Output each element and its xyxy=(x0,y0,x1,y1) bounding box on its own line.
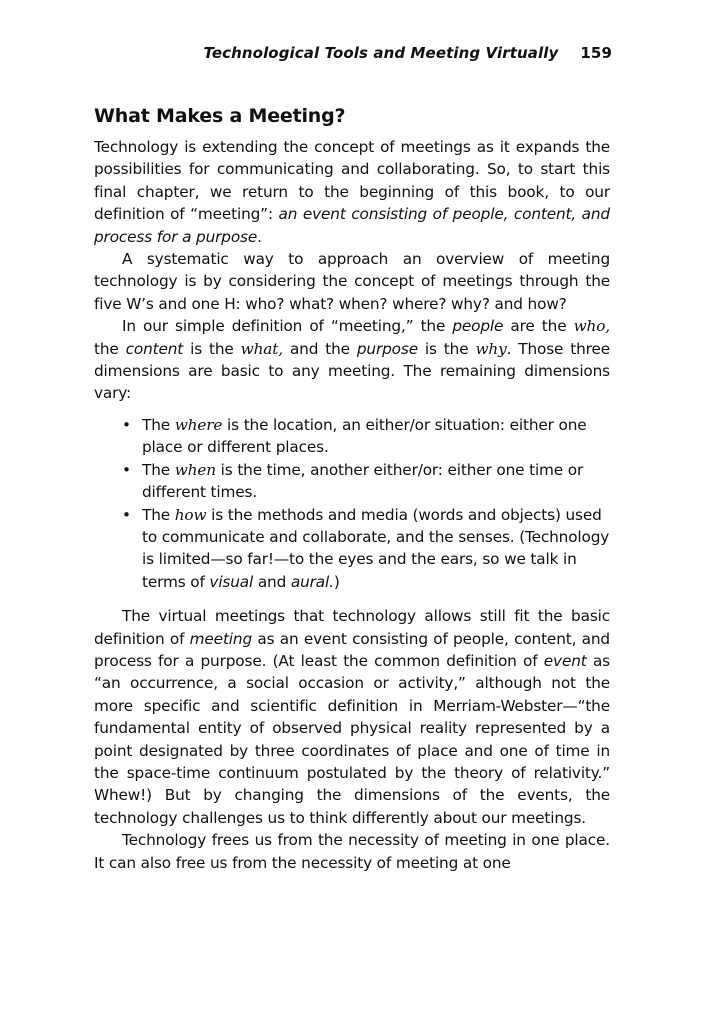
paragraph-five-ws: A systematic way to approach an overview of meeting technology is by considering the concept of meetings through the five W’s and one H: who? what? when? where? why? and how? xyxy=(94,250,610,313)
meeting-definition: an event consisting of people, content, and process for a purpose xyxy=(94,205,610,246)
paragraph-technology-frees: Technology frees us from the necessity of meeting in one place. It can also free us from the necessity of meeting at one xyxy=(94,831,610,872)
page-number: 159 xyxy=(580,44,612,62)
text-segment: is the xyxy=(183,339,241,358)
list-item-how xyxy=(94,504,610,594)
text-segment: The virtual meetings that technology allows still fit the basic definition of xyxy=(94,607,610,648)
paragraph-intro-end: . xyxy=(257,227,262,246)
list-item-where xyxy=(94,414,610,459)
term-event: event xyxy=(543,651,587,670)
text-segment: The xyxy=(142,460,175,479)
bullet-icon: • xyxy=(122,415,131,434)
list-item-when xyxy=(94,459,610,504)
running-head-title: Technological Tools and Meeting Virtually xyxy=(203,44,559,62)
paragraph-virtual-meetings xyxy=(94,605,610,829)
term-purpose: purpose xyxy=(356,339,418,358)
section-heading: What Makes a Meeting? xyxy=(94,105,346,127)
text-segment: the xyxy=(94,339,126,358)
text-segment: as “an occurrence, a social occasion or activity,” although not the more specific and scientific definition in Merriam-Webster—“the fundamental entity of observed physical reality represented by a point designated by three coordinates of place and one of time in the space-time continuum postulated by the theory of relativity.” Whew!) But by changing the dimensions of the events, the technology challenges us to think differently about our meetings. xyxy=(94,651,610,827)
text-segment: are the xyxy=(503,317,574,336)
text-segment: and the xyxy=(282,339,357,358)
text-segment: is the xyxy=(417,339,476,358)
text-segment: as an event consisting of people, content, and process for a purpose. (At least the common definition of xyxy=(94,629,610,670)
term-people: people xyxy=(452,317,504,336)
term-what: what, xyxy=(240,339,283,358)
term-why: why xyxy=(475,339,507,358)
bullet-icon: • xyxy=(122,505,131,524)
term-who: who, xyxy=(573,317,610,336)
term-where: where xyxy=(174,415,223,434)
text-segment: In our simple definition of “meeting,” the xyxy=(122,317,453,336)
text-segment: and xyxy=(253,572,291,591)
paragraph-dimensions xyxy=(94,315,610,405)
paragraph-intro-text: Technology is extending the concept of meetings as it expands the possibilities for communicating and collaborating. So, to start this final chapter, we return to the beginning of this book, to our definition of “meeting”: xyxy=(94,138,610,224)
text-segment: is the time, another either/or: either one time or different times. xyxy=(142,460,584,502)
dimension-list xyxy=(94,414,610,593)
paragraph-intro xyxy=(94,136,610,248)
term-aural: aural. xyxy=(290,572,334,591)
text-segment: is the location, an either/or situation: either one place or different places. xyxy=(142,415,587,457)
page-body xyxy=(94,102,610,874)
bullet-icon: • xyxy=(122,460,131,479)
text-segment: is the methods and media (words and objects) used to communicate and collaborate, and the senses. (Technology is limited—so far!—to the eyes and the ears, so we talk in terms of xyxy=(142,505,610,591)
term-meeting: meeting xyxy=(189,629,252,648)
term-content: content xyxy=(125,339,184,358)
term-when: when xyxy=(174,460,216,479)
term-how: how xyxy=(174,505,207,524)
running-head xyxy=(0,44,612,62)
text-segment: The xyxy=(142,505,175,524)
text-segment: . Those three dimensions are basic to any meeting. The remaining dimensions vary: xyxy=(94,339,610,403)
term-visual: visual xyxy=(209,572,254,591)
text-segment: ) xyxy=(333,572,340,591)
text-segment: The xyxy=(142,415,175,434)
